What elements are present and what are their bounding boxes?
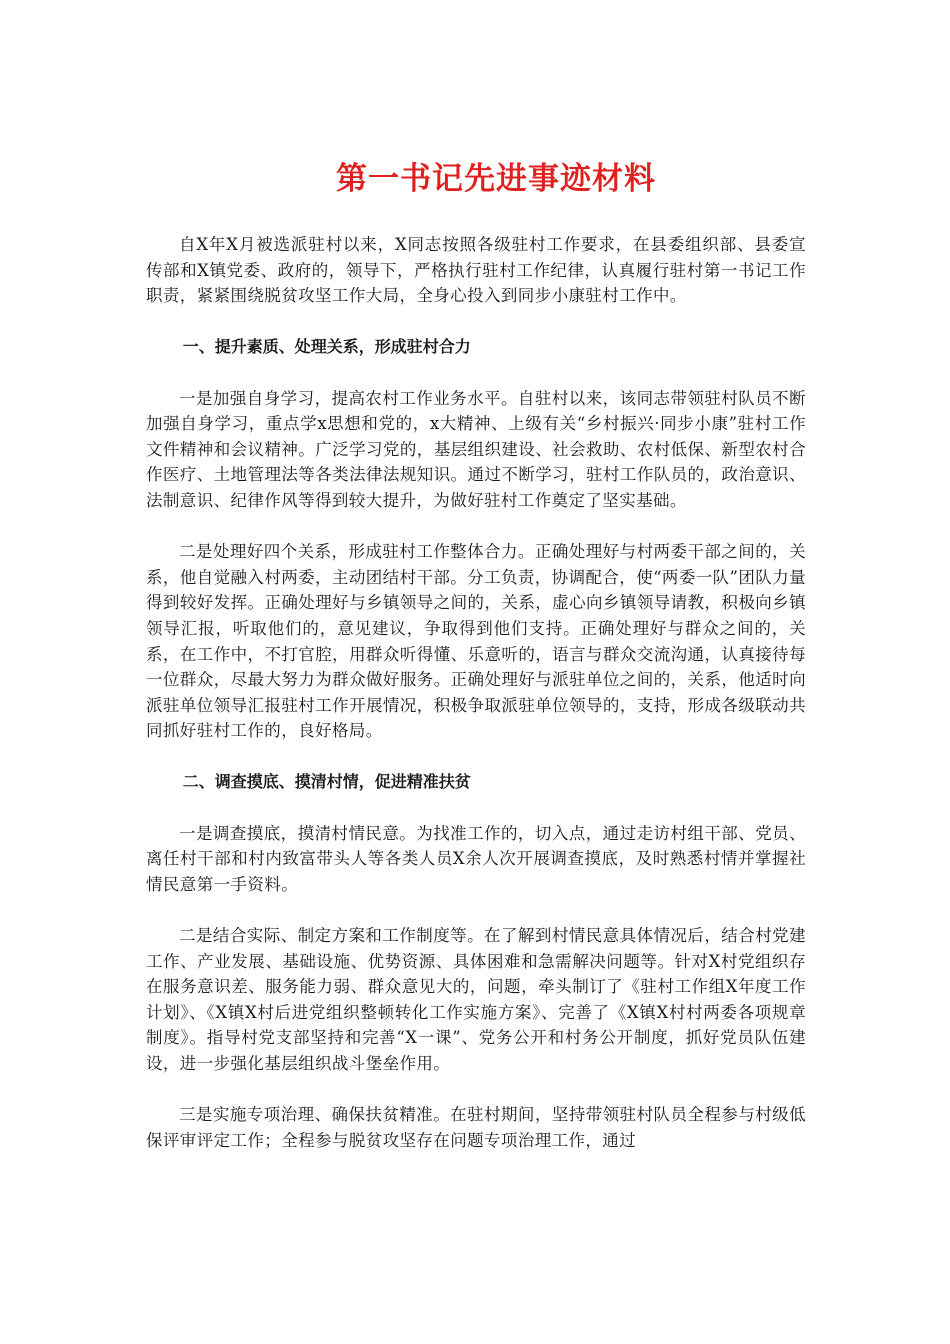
document-page bbox=[146, 150, 806, 1179]
document-title: 第一书记先进事迹材料 bbox=[336, 161, 656, 197]
section-2-paragraph-2: 二是结合实际、制定方案和工作制度等。在了解到村情民意具体情况后，结合村党建工作、产业发展、基础设施、优势资源、具体困难和急需解决问题等。针对X村党组织存在服务意识差、服务能力弱、群众意见大的，问题，牵头制订了《驻村工作组X年度工作计划》、《X镇X村后进党组织整顿转化工作实施方案》、完善了《X镇X村村两委各项规章制度》。指导村党支部坚持和完善“X一课”、党务公开和村务公开制度，抓好党员队伍建设，进一步强化基层组织战斗堡垒作用。 bbox=[146, 926, 806, 1073]
section-1-paragraph-1: 一是加强自身学习，提高农村工作业务水平。自驻村以来，该同志带领驻村队员不断加强自身学习，重点学x思想和党的，x大精神、上级有关“乡村振兴·同步小康”驻村工作文件精神和会议精神。广泛学习党的，基层组织建设、社会救助、农村低保、新型农村合作医疗、土地管理法等各类法律法规知识。通过不断学习，驻村工作队员的，政治意识、法制意识、纪律作风等得到较大提升，为做好驻村工作奠定了坚实基础。 bbox=[146, 388, 806, 510]
section-1-paragraph-2: 二是处理好四个关系，形成驻村工作整体合力。正确处理好与村两委干部之间的，关系，他自觉融入村两委，主动团结村干部。分工负责，协调配合，使“两委一队”团队力量得到较好发挥。正确处理好与乡镇领导之间的，关系，虚心向乡镇领导请教，积极向乡镇领导汇报，听取他们的，意见建议，争取得到他们支持。正确处理好与群众之间的，关系，在工作中，不打官腔，用群众听得懂、乐意听的，语言与群众交流沟通，认真接待每一位群众，尽最大努力为群众做好服务。正确处理好与派驻单位之间的，关系，他适时向派驻单位领导汇报驻村工作开展情况，积极争取派驻单位领导的，支持，形成各级联动共同抓好驻村工作的，良好格局。 bbox=[146, 542, 806, 741]
section-2-paragraph-3: 三是实施专项治理、确保扶贫精准。在驻村期间，坚持带领驻村队员全程参与村级低保评审评定工作；全程参与脱贫攻坚存在问题专项治理工作，通过 bbox=[146, 1105, 806, 1150]
section-heading-2: 二、调查摸底、摸清村情，促进精准扶贫 bbox=[182, 772, 471, 792]
section-heading-1: 一、提升素质、处理关系，形成驻村合力 bbox=[182, 337, 471, 357]
section-2-paragraph-1: 一是调查摸底，摸清村情民意。为找准工作的，切入点，通过走访村组干部、党员、离任村干部和村内致富带头人等各类人员X余人次开展调查摸底，及时熟悉村情并掌握社情民意第一手资料。 bbox=[146, 823, 806, 894]
intro-paragraph: 自X年X月被选派驻村以来，X同志按照各级驻村工作要求，在县委组织部、县委宣传部和X镇党委、政府的，领导下，严格执行驻村工作纪律，认真履行驻村第一书记工作职责，紧紧围绕脱贫攻坚工作大局，全身心投入到同步小康驻村工作中。 bbox=[146, 235, 806, 306]
